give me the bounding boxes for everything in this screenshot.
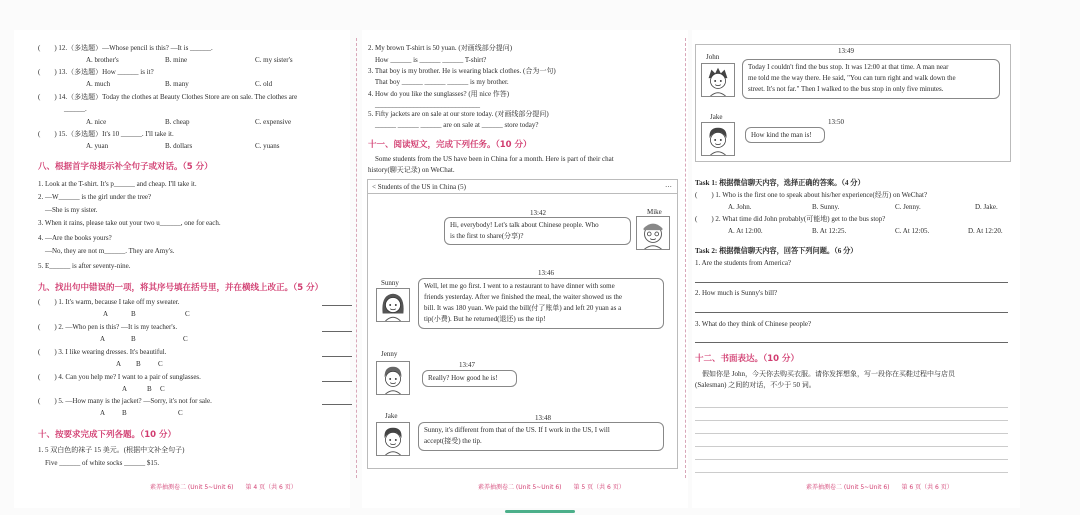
chat-bubble-sunny: Well, let me go first. I went to a restaurant to have dinner with some friends yesterday. After we finished the meal, the waiter showed us the bill. It was 180 yuan. We paid the bill(付了账单) and left 20 yuan as a tip(小费). But he returned(退还) us the tip! (418, 278, 664, 329)
page-divider (356, 38, 357, 478)
question-14-cont: ______. (64, 105, 87, 113)
answer-line[interactable] (322, 404, 352, 405)
marker-b: B (136, 360, 141, 368)
avatar-john (701, 63, 735, 97)
avatar-jake (376, 422, 410, 456)
page-4-footer: 素养抽测卷二 (Unit 5~Unit 6) 第 4 页（共 6 页） (150, 484, 297, 491)
sec9-item: ( ) 4. Can you help me? I want to a pair of sunglasses. (38, 373, 201, 381)
chat-bubble-jenny: Really? How good he is! (422, 370, 517, 387)
chat-bubble-mike: Hi, everybody! Let's talk about Chinese people. Who is the first to share(分享)? (444, 217, 631, 245)
chat-header[interactable] (368, 180, 677, 194)
writing-line[interactable] (695, 446, 1008, 447)
option-a: A. brother's (86, 56, 119, 64)
item-3: 3. That boy is my brother. He is wearing black clothes. (合为一句) (368, 67, 556, 75)
option-b: B. mine (165, 56, 188, 64)
writing-line[interactable] (695, 459, 1008, 460)
sec9-item: ( ) 2. —Who pen is this? —It is my teacher's. (38, 323, 178, 331)
marker-b: B (122, 409, 127, 417)
sec10-item: Five ______ of white socks ______ $15. (38, 459, 160, 467)
avatar-sunny (376, 288, 410, 322)
message-time: 13:50 (828, 118, 844, 126)
option-a: A. John. (728, 203, 752, 211)
task-1-title: Task 1: 根据微信聊天内容，选择正确的答案。（4 分） (695, 179, 865, 187)
marker-c: C (178, 409, 183, 417)
item-5-blanks: ______ ______ ______ are on sale at ______ store today? (368, 121, 539, 129)
task1-question-2: ( ) 2. What time did John probably(可能地) get to the bus stop? (695, 215, 886, 223)
item-4: 4. How do you like the sunglasses? (用 nice 作答) (368, 90, 510, 98)
message-time: 13:42 (530, 209, 546, 217)
sec8-item: 2. —W______ is the girl under the tree? (38, 193, 152, 201)
answer-line[interactable] (695, 282, 1008, 283)
section-9-title: 九、找出句中错误的一项，将其序号填在括号里，并在横线上改正。（5 分） (38, 283, 324, 293)
more-icon[interactable]: ··· (665, 183, 672, 191)
sec8-item: 1. Look at the T-shirt. It's p______ and cheap. I'll take it. (38, 180, 197, 188)
sender-name: Jake (385, 412, 398, 420)
option-c: C. expensive (255, 118, 292, 126)
answer-line[interactable] (322, 381, 352, 382)
answer-line[interactable] (322, 356, 352, 357)
task-2-title: Task 2: 根据微信聊天内容，回答下列问题。（6 分） (695, 247, 858, 255)
option-a: A. At 12:00. (728, 227, 763, 235)
marker-b: B (131, 335, 136, 343)
item-3-blanks: That boy ______ ______ ______ is my brother. (368, 78, 509, 86)
chat-title: < Students of the US in China (5) (372, 183, 466, 191)
sec8-item: —No, they are not m______. They are Amy's. (38, 247, 175, 255)
message-time: 13:49 (838, 47, 854, 55)
writing-line[interactable] (695, 407, 1008, 408)
page-divider (685, 38, 686, 478)
message-time: 13:48 (535, 414, 551, 422)
question-12: ( ) 12.（多选题）—Whose pencil is this? —It is ______. (38, 44, 213, 52)
message-time: 13:46 (538, 269, 554, 277)
sec10-item: 1. 5 双白色的袜子 15 美元。(根据中文补全句子) (38, 446, 185, 454)
sec9-item: ( ) 3. I like wearing dresses. It's beautiful. (38, 348, 167, 356)
answer-line[interactable] (322, 331, 352, 332)
option-c: C. my sister's (255, 56, 293, 64)
item-2-blanks: How ______ is ______ ______ T-shirt? (368, 56, 487, 64)
item-4-blanks: ______________________________ (368, 101, 480, 109)
marker-c: C (185, 310, 190, 318)
option-b: B. many (165, 80, 189, 88)
marker-a: A (100, 335, 106, 343)
task2-question-3: 3. What do they think of Chinese people? (695, 320, 812, 328)
section-12-title: 十二、书面表达。（10 分） (695, 354, 800, 364)
option-a: A. much (86, 80, 111, 88)
chat-bubble-jake: Sunny, it's different from that of the US. If I work in the US, I will accept(接受) the tip. (418, 422, 664, 451)
option-c: C. At 12:05. (895, 227, 930, 235)
page-5-footer: 素养抽测卷二 (Unit 5~Unit 6) 第 5 页（共 6 页） (478, 484, 625, 491)
option-c: C. old (255, 80, 273, 88)
sec9-item: ( ) 5. —How many is the jacket? —Sorry, it's not for sale. (38, 397, 212, 405)
marker-c: C (183, 335, 188, 343)
question-14: ( ) 14.（多选题）Today the clothes at Beauty Clothes Store are on sale. The clothes are (38, 93, 298, 101)
marker-a: A (122, 385, 128, 393)
option-c: C. yuans (255, 142, 280, 150)
marker-a: A (103, 310, 109, 318)
marker-c: C (160, 385, 165, 393)
writing-prompt-2: (Salesman) 之间的对话，不少于 50 词。 (695, 381, 816, 389)
section-8-title: 八、根据首字母提示补全句子或对话。（5 分） (38, 162, 213, 172)
sec8-item: 4. —Are the books yours? (38, 234, 112, 242)
writing-line[interactable] (695, 433, 1008, 434)
writing-line[interactable] (695, 472, 1008, 473)
writing-prompt-1: 假如你是 John，今天你去购买衣服。请你发挥想象，写一段你在买鞋过程中与店员 (695, 370, 955, 378)
avatar-jake (701, 122, 735, 156)
avatar-jenny (376, 361, 410, 395)
section-11-title: 十一、阅读短文，完成下列任务。（10 分） (368, 140, 532, 150)
answer-line[interactable] (322, 305, 352, 306)
question-15: ( ) 15.（多选题）It's 10 ______. I'll take it. (38, 130, 174, 138)
message-time: 13:47 (459, 361, 475, 369)
answer-line[interactable] (695, 342, 1008, 343)
intro-line-1: Some students from the US have been in China for a month. Here is part of their chat (368, 155, 614, 163)
marker-b: B (147, 385, 152, 393)
chat-bubble-jake: How kind the man is! (745, 127, 825, 143)
option-c: C. Jenny. (895, 203, 921, 211)
chat-bubble-john: Today I couldn't find the bus stop. It was 12:00 at that time. A man near me told me the way there. He said, "You can turn right and walk down the street. It's not far." Then I walked to the bus stop in only five minutes. (742, 59, 1000, 99)
sec9-item: ( ) 1. It's warm, because I take off my sweater. (38, 298, 180, 306)
sender-name: John (706, 53, 720, 61)
horizontal-scrollbar[interactable] (505, 510, 575, 513)
writing-line[interactable] (695, 420, 1008, 421)
item-5: 5. Fifty jackets are on sale at our store today. (对画线部分提问) (368, 110, 549, 118)
avatar-mike (636, 216, 670, 250)
option-a: A. nice (86, 118, 107, 126)
intro-line-2: history(聊天记录) on WeChat. (368, 166, 455, 174)
sec8-item: 5. E______ is after seventy-nine. (38, 262, 131, 270)
answer-line[interactable] (695, 312, 1008, 313)
sender-name: Jake (710, 113, 723, 121)
option-a: A. yuan (86, 142, 109, 150)
marker-a: A (116, 360, 122, 368)
option-d: D. At 12:20. (968, 227, 1003, 235)
sec8-item: —She is my sister. (38, 206, 98, 214)
question-13: ( ) 13.（多选题）How ______ is it? (38, 68, 154, 76)
marker-c: C (158, 360, 163, 368)
task1-question-1: ( ) 1. Who is the first one to speak about his/her experience(经历) on WeChat? (695, 191, 928, 199)
option-b: B. Sunny. (812, 203, 840, 211)
sender-name: Sunny (381, 279, 399, 287)
sender-name: Mike (647, 208, 662, 216)
sender-name: Jenny (381, 350, 398, 358)
task2-question-2: 2. How much is Sunny's bill? (695, 289, 778, 297)
task2-question-1: 1. Are the students from America? (695, 259, 792, 267)
item-2: 2. My brown T-shirt is 50 yuan. (对画线部分提问) (368, 44, 513, 52)
marker-a: A (100, 409, 106, 417)
option-b: B. At 12:25. (812, 227, 847, 235)
section-10-title: 十、按要求完成下列各题。（10 分） (38, 430, 177, 440)
option-d: D. Jake. (975, 203, 998, 211)
page-6-footer: 素养抽测卷二 (Unit 5~Unit 6) 第 6 页（共 6 页） (806, 484, 953, 491)
sec8-item: 3. When it rains, please take out your two u______, one for each. (38, 219, 221, 227)
marker-b: B (131, 310, 136, 318)
option-b: B. cheap (165, 118, 190, 126)
option-b: B. dollars (165, 142, 193, 150)
